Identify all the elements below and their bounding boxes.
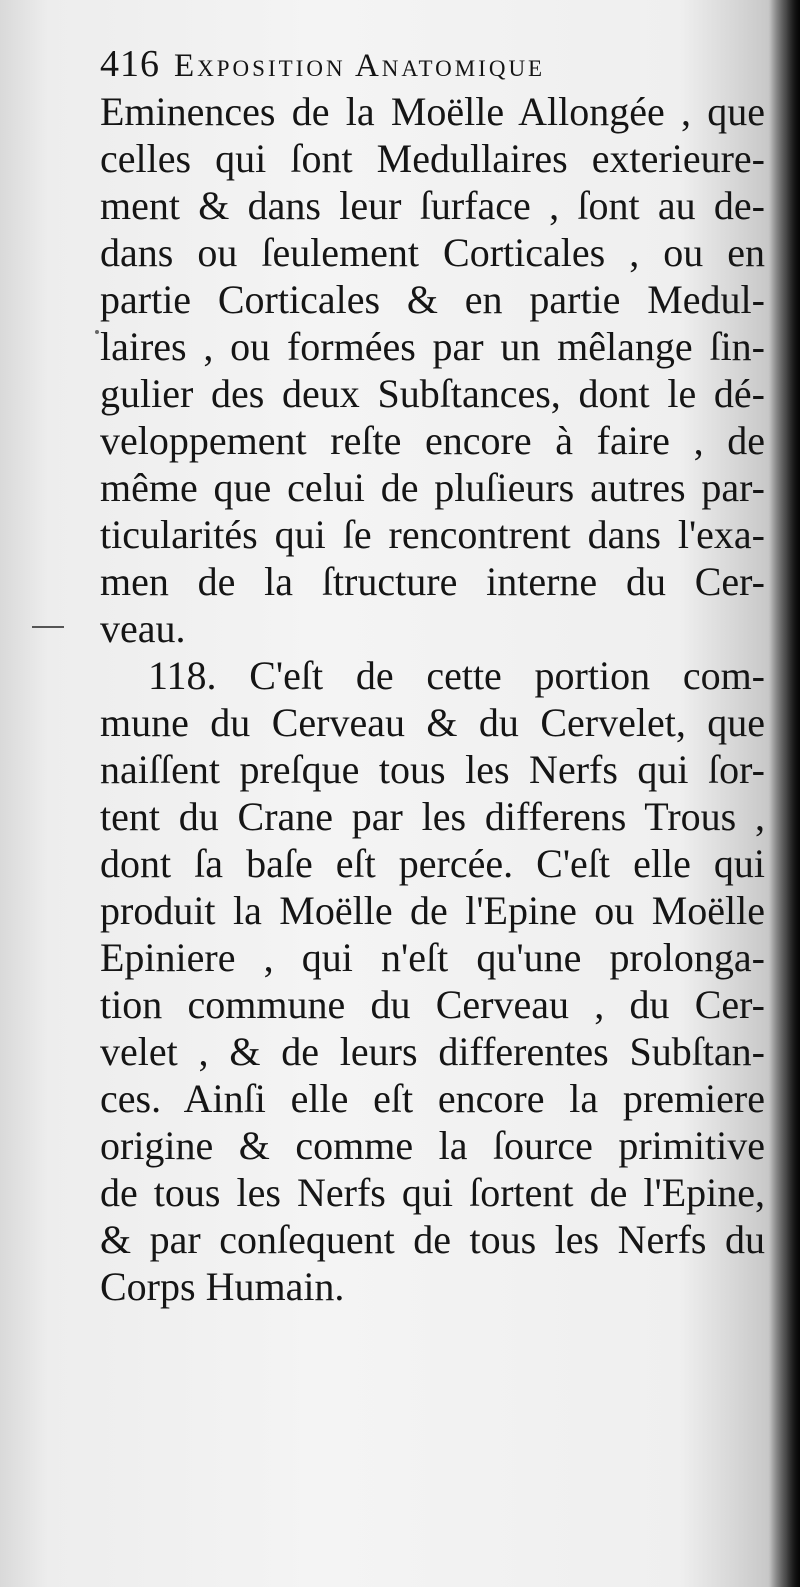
text-line: même que celui de pluſieurs autres par- xyxy=(100,465,765,510)
running-head xyxy=(100,42,760,92)
text-line: partie Corticales & en partie Medul- xyxy=(100,277,765,322)
text-line: produit la Moëlle de l'Epine ou Moëlle xyxy=(100,888,765,933)
margin-dash xyxy=(32,626,64,628)
text-line: men de la ſtructure interne du Cer- xyxy=(100,559,765,604)
text-line: tion commune du Cerveau , du Cer- xyxy=(100,982,765,1027)
gutter-shadow xyxy=(770,0,800,1587)
text-line: tent du Crane par les differens Trous , xyxy=(100,794,765,839)
text-line: & par conſequent de tous les Nerfs du xyxy=(100,1217,765,1262)
text-line: Eminences de la Moëlle Allongée , que xyxy=(100,89,765,134)
text-line: veau. xyxy=(100,606,186,651)
text-line: veloppement reſte encore à faire , de xyxy=(100,418,765,463)
page-number: 416 xyxy=(100,43,160,85)
text-line: laires , ou formées par un mêlange ſin- xyxy=(100,324,765,369)
text-line: velet , & de leurs differentes Subſtan- xyxy=(100,1029,765,1074)
text-line: Corps Humain. xyxy=(100,1264,345,1309)
body-text xyxy=(100,88,765,1310)
text-line: gulier des deux Subſtances, dont le dé- xyxy=(100,371,765,416)
text-line: naiſſent preſque tous les Nerfs qui ſor- xyxy=(100,747,765,792)
text-line: ment & dans leur ſurface , ſont au de- xyxy=(100,183,765,228)
text-line: mune du Cerveau & du Cervelet, que xyxy=(100,700,765,745)
paragraph-118-first-line: 118. C'eſt de cette portion com- xyxy=(148,653,765,698)
text-line: de tous les Nerfs qui ſortent de l'Epine, xyxy=(100,1170,765,1215)
text-line: Epiniere , qui n'eſt qu'une prolonga- xyxy=(100,935,765,980)
margin-mark xyxy=(95,330,99,334)
text-line: origine & comme la ſource primitive xyxy=(100,1123,765,1168)
text-line: ces. Ainſi elle eſt encore la premiere xyxy=(100,1076,765,1121)
text-line: celles qui ſont Medullaires exterieure- xyxy=(100,136,765,181)
text-line: dans ou ſeulement Corticales , ou en xyxy=(100,230,765,275)
text-line: ticularités qui ſe rencontrent dans l'exa- xyxy=(100,512,765,557)
text-line: dont ſa baſe eſt percée. C'eſt elle qui xyxy=(100,841,765,886)
running-title: Exposition Anatomique xyxy=(174,48,546,84)
